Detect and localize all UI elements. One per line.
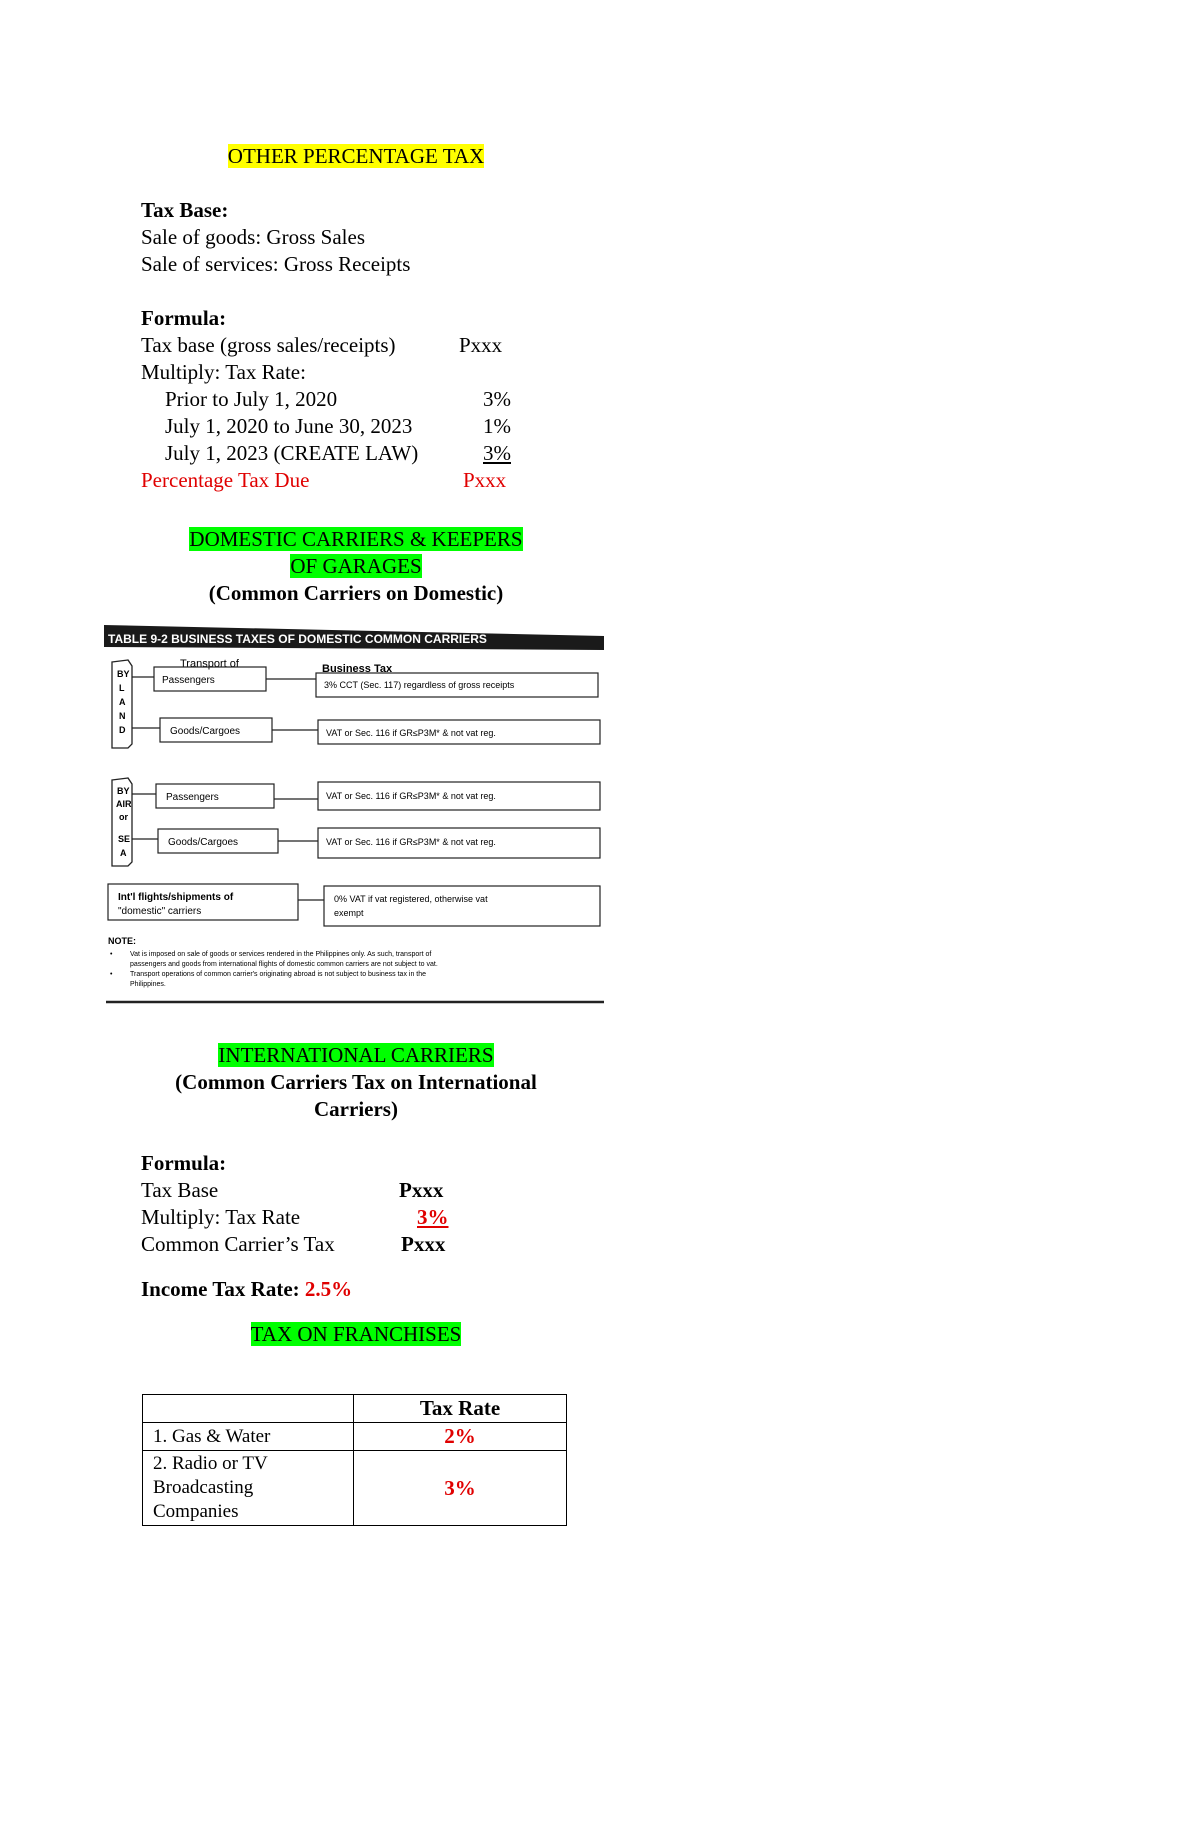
- svg-text:Transport operations of common: Transport operations of common carrier's originating abroad is not subject to business tax in the: [130, 971, 427, 978]
- table-notes: [110, 951, 438, 988]
- domestic-title-line2: OF GARAGES: [290, 554, 422, 578]
- tax-base-label: Tax Base:: [141, 198, 229, 222]
- international-subtitle: (Common Carriers Tax on International: [175, 1070, 537, 1094]
- intl-flights-line1: Int'l flights/shipments of: [118, 892, 234, 903]
- franchise-title: TAX ON FRANCHISES: [250, 1322, 462, 1346]
- intl-formula-row: Tax Base Pxxx: [141, 1178, 444, 1202]
- svg-text:•: •: [110, 951, 113, 958]
- land-goods: Goods/Cargoes: [170, 726, 241, 737]
- svg-text:D: D: [119, 725, 126, 735]
- tax-base-services: Sale of services: Gross Receipts: [141, 252, 411, 276]
- svg-text:or: or: [119, 812, 128, 822]
- international-section: [141, 1042, 571, 1348]
- table-row: [143, 1423, 567, 1451]
- tax-base-goods: Sale of goods: Gross Sales: [141, 225, 365, 249]
- svg-text:N: N: [119, 711, 126, 721]
- opt-title: OTHER PERCENTAGE TAX: [227, 144, 485, 168]
- land-passengers-tax: 3% CCT (Sec. 117) regardless of gross receipts: [324, 680, 515, 690]
- franchise-table: [142, 1394, 567, 1526]
- formula-label: Formula:: [141, 306, 227, 330]
- svg-text:Philippines.: Philippines.: [130, 981, 166, 988]
- svg-text:A: A: [119, 697, 126, 707]
- land-goods-tax: VAT or Sec. 116 if GR≤P3M* & not vat reg.: [326, 728, 496, 738]
- svg-text:passengers and goods from inte: passengers and goods from international flights of domestic common carriers are not subject to vat.: [130, 961, 438, 968]
- air-goods-tax: VAT or Sec. 116 if GR≤P3M* & not vat reg.: [326, 837, 496, 847]
- domestic-carriers-table-image: [104, 622, 604, 1008]
- intl-formula-row: Common Carrier’s Tax Pxxx: [141, 1232, 446, 1256]
- by-land-label: [117, 669, 130, 735]
- table-row: [143, 1451, 567, 1526]
- income-tax-rate: Income Tax Rate: 2.5%: [141, 1277, 353, 1301]
- svg-text:SE: SE: [118, 834, 131, 844]
- domestic-title: DOMESTIC CARRIERS & KEEPERS: [189, 527, 523, 551]
- intl-flights-tax-line2: exempt: [334, 908, 364, 918]
- formula-row: Multiply: Tax Rate:: [141, 360, 306, 384]
- air-passengers-tax: VAT or Sec. 116 if GR≤P3M* & not vat reg.: [326, 791, 496, 801]
- land-passengers: Passengers: [162, 675, 215, 686]
- svg-text:Vat is imposed on sale of good: Vat is imposed on sale of goods or services rendered in the Philippines only. As such, transport of: [130, 951, 432, 958]
- intl-flights-tax-line1: 0% VAT if vat registered, otherwise vat: [334, 894, 488, 904]
- domestic-subtitle: (Common Carriers on Domestic): [208, 581, 504, 605]
- transport-header: Transport of: [180, 658, 239, 670]
- svg-text:BY: BY: [117, 669, 130, 679]
- svg-text:•: •: [110, 971, 113, 978]
- franchise-item: 1. Gas & Water: [143, 1423, 354, 1451]
- formula-row: July 1, 2020 to June 30, 2023 1%: [165, 414, 511, 438]
- svg-text:BY: BY: [117, 786, 130, 796]
- formula-row: July 1, 2023 (CREATE LAW) 3%: [165, 441, 511, 465]
- franchise-rate: 2%: [354, 1423, 567, 1451]
- note-label: NOTE:: [108, 936, 136, 946]
- svg-text:A: A: [120, 848, 127, 858]
- table-caption: TABLE 9-2 BUSINESS TAXES OF DOMESTIC COMMON CARRIERS: [108, 632, 487, 646]
- business-tax-header: Business Tax: [322, 663, 393, 675]
- international-subtitle-line2: Carriers): [314, 1097, 398, 1121]
- intl-flights-line2: "domestic" carriers: [118, 906, 202, 917]
- formula-row: Tax base (gross sales/receipts) Pxxx: [141, 333, 503, 357]
- svg-text:AIR: AIR: [116, 799, 132, 809]
- air-goods: Goods/Cargoes: [168, 837, 239, 848]
- opt-section: [141, 143, 571, 494]
- domestic-section: [141, 526, 571, 607]
- international-title: INTERNATIONAL CARRIERS: [218, 1043, 494, 1067]
- tax-rate-header: Tax Rate: [354, 1395, 567, 1423]
- franchise-item: 2. Radio or TV Broadcasting Companies: [143, 1451, 354, 1526]
- table-header-row: [143, 1395, 567, 1423]
- air-passengers: Passengers: [166, 792, 219, 803]
- income-tax-rate-value: 2.5%: [304, 1277, 353, 1301]
- by-air-sea-label: [116, 786, 132, 858]
- intl-formula-label: Formula:: [141, 1151, 227, 1175]
- svg-text:L: L: [119, 683, 125, 693]
- franchise-rate: 3%: [354, 1451, 567, 1526]
- intl-formula-row: Multiply: Tax Rate 3%: [141, 1205, 449, 1229]
- formula-row: Prior to July 1, 2020 3%: [165, 387, 511, 411]
- percentage-tax-due-row: Percentage Tax Due Pxxx: [141, 468, 507, 492]
